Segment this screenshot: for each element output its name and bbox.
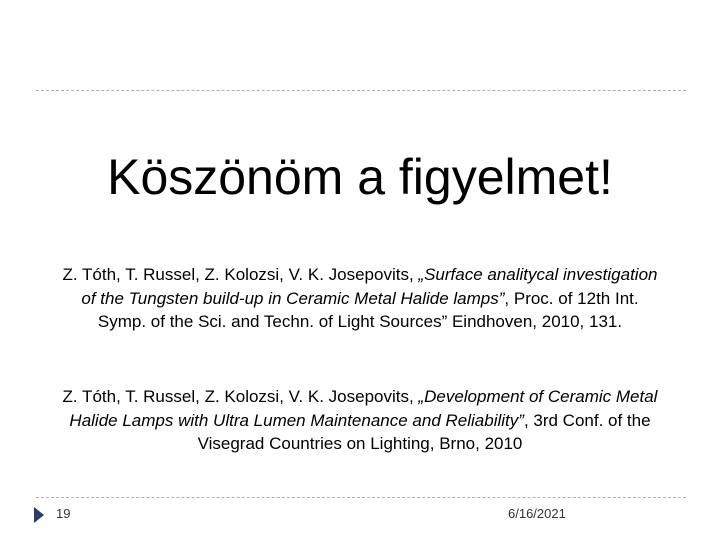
- top-divider: [36, 90, 686, 91]
- reference-1-authors: Z. Tóth, T. Russel, Z. Kolozsi, V. K. Josepovits,: [62, 265, 419, 284]
- reference-2-details: , 3rd Conf. of the Visegrad Countries on Lighting, Brno, 2010: [197, 410, 651, 453]
- slide-title: Köszönöm a figyelmet!: [107, 149, 613, 205]
- bottom-divider: [36, 497, 686, 498]
- reference-1-work: „Surface analitycal investigation of the Tungsten build-up in Ceramic Metal Halide lamps”: [81, 265, 658, 308]
- reference-2-authors: Z. Tóth, T. Russel, Z. Kolozsi, V. K. Josepovits,: [62, 387, 419, 406]
- reference-2: [60, 385, 660, 456]
- reference-1: [60, 263, 660, 334]
- page-number: 19: [56, 506, 71, 521]
- footer-date: 6/16/2021: [508, 506, 566, 521]
- reference-1-details: , Proc. of 12th Int. Symp. of the Sci. and Techn. of Light Sources” Eindhoven, 2010, 131.: [97, 288, 639, 331]
- triangle-bullet-icon: [34, 507, 44, 523]
- reference-2-work: „Development of Ceramic Metal Halide Lamps with Ultra Lumen Maintenance and Reliability”: [69, 387, 658, 430]
